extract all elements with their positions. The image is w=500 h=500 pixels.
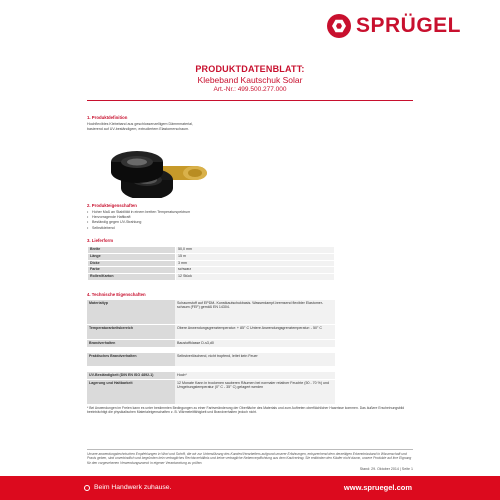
brand-logo [327, 14, 461, 38]
slogan: Beim Handwerk zuhause. [94, 484, 172, 491]
row-label: Brandverhalten [87, 340, 175, 347]
row-value: 12 Stück [176, 274, 335, 281]
logo-text: SPRÜGEL [356, 14, 462, 37]
table-row [87, 325, 335, 339]
footer-bar [0, 476, 500, 500]
section-heading: 3. Lieferform [87, 238, 114, 243]
technical-footnote: * Bei Anwendungen im Freien kann es unter bestimmten Bedingungen zu einer Farbveränderung der Oberfläche des Materials und zum Auftreten oberflächlicher Haarrisse kommen. Das äußere Erscheinungsbild beeinträchtigt die physikalischen Materialeigenschaften z. B. Wärmeleitfähigkeit und Brandverhalten jedoch nicht. [87, 406, 405, 415]
row-value: 12 Monate Kann in trockenen sauberen Räumen bei normaler relativer Feuchte (50 - 70 %) und Umgebungstemperatur (0° C - 35° C) gelagert werden [175, 380, 335, 404]
row-label: UV-Beständigkeit (DIN EN ISO 4892-1) [87, 372, 175, 379]
list-item: • Hoher Maß an Stabilität in einem breiten Temperaturspektrum [87, 210, 413, 215]
definition-line: basierend auf UV-beständigem, extrudiertem Elastomerschaum. [87, 127, 190, 131]
row-value: 50,0 mm [176, 247, 335, 254]
table-row [88, 253, 335, 260]
row-value: 15 m [176, 253, 335, 260]
title-block [80, 64, 420, 93]
table-row [88, 247, 335, 254]
row-label: Materialtyp [87, 300, 175, 324]
row-value: Baustoffklasse D-s3,d0 [175, 340, 335, 347]
footer-divider [87, 449, 413, 450]
title-divider [87, 100, 413, 101]
row-value: Schaumstoff auf EPDM- Kunstkautschukbasis. Wasserdampf-bremsend flexibler Elastomer-schaum (FEF) gemäß EN 14304. [175, 300, 335, 324]
disclaimer: Unsere anwendungstechnischen Empfehlungen in Wort und Schrift, die wir zur Unterstützung des Kunden/Verarbeiters aufgrund unserer Erfahrungen, entsprechend dem derzeitigen Erkenntnisstand in Wissenschaft und Praxis geben, sind unverbindlich und begründen kein vertragliches Rechtsverhältnis und keine vertragliche Nebenverpflichtung aus dem Kaufvertrag. Sie entbinden den Käufer nicht davon, unsere Produkte auf ihre Eignung für den vorgesehenen Verwendungszweck in eigener Verantwortung zu prüfen. [87, 452, 412, 465]
section-technical-properties [87, 292, 413, 415]
table-row [88, 260, 335, 267]
row-label: Praktisches Brandverhalten [87, 353, 175, 366]
row-label: Rollen/Karton [88, 274, 176, 281]
delivery-table [87, 246, 335, 281]
row-value: 3 mm [176, 260, 335, 267]
section-heading: 4. Technische Eigenschaften [87, 292, 146, 297]
product-image [103, 148, 211, 198]
table-row [87, 353, 335, 366]
row-label: Länge [88, 253, 176, 260]
section-delivery-form [87, 238, 413, 281]
article-number: Art.-Nr.: 499.500.277.000 [213, 86, 287, 93]
home-icon [84, 485, 90, 491]
list-item: • Hervorragende Haftkraft [87, 215, 413, 220]
definition-line: Hochflexibles Klebeband aus geschlossenzelligem Dämmmaterial, [87, 122, 193, 126]
table-row [87, 380, 335, 404]
list-item: • Selbstklebend [87, 226, 413, 231]
table-row [88, 267, 335, 274]
properties-list [87, 210, 413, 231]
document-date: Stand: 29. Oktober 2014 | Seite 1 [359, 467, 413, 471]
row-value: Obere Anwendungsgrenztemperatur: + 85° C Untere Anwendungsgrenztemperatur: - 50° C [175, 325, 335, 339]
section-heading: 2. Produkteigenschaften [87, 203, 137, 208]
list-item: • Beständig gegen UV-Strahlung [87, 220, 413, 225]
row-label: Dicke [88, 260, 176, 267]
logo-hex-icon [327, 14, 351, 38]
row-label: Breite [88, 247, 176, 254]
row-label: Temperaturarbeitsbereich [87, 325, 175, 339]
table-row [88, 274, 335, 281]
document-title: PRODUKTDATENBLATT: [195, 64, 305, 74]
section-product-definition [87, 115, 413, 132]
row-value: Hoch* [175, 372, 335, 379]
row-label: Lagerung und Haltbarkeit [87, 380, 175, 404]
website-link[interactable]: www.spruegel.com [343, 483, 412, 492]
section-heading: 1. Produktdefinition [87, 115, 128, 120]
table-row [87, 340, 335, 347]
technical-table [87, 300, 335, 404]
section-product-properties [87, 203, 413, 231]
table-row [87, 300, 335, 324]
row-value: schwarz [176, 267, 335, 274]
row-label: Farbe [88, 267, 176, 274]
row-value: Selbstverlöschend, nicht tropfend, leitet kein Feuer [175, 353, 335, 366]
product-name: Klebeband Kautschuk Solar [197, 75, 303, 85]
table-row [87, 372, 335, 379]
